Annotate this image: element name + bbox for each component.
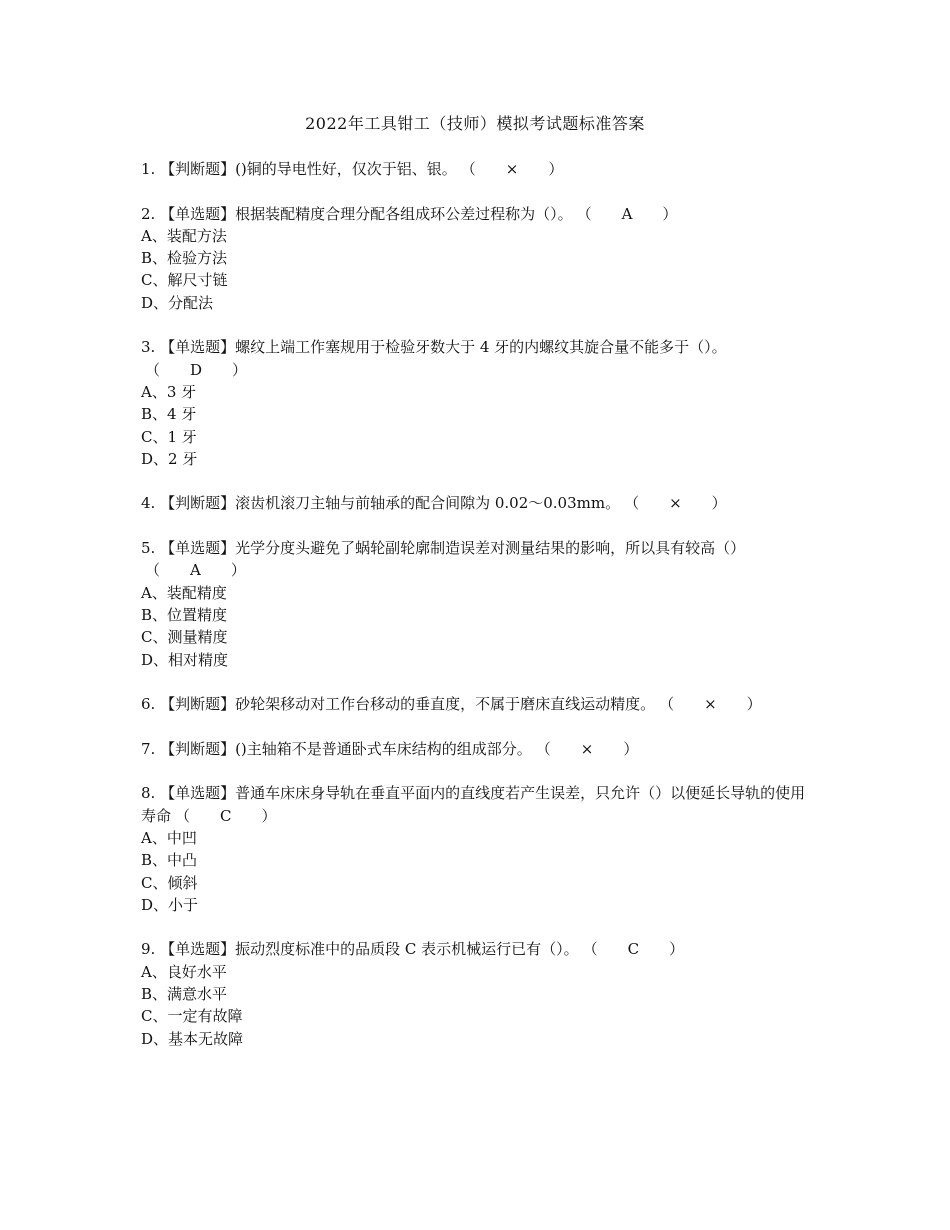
question-text: 7. 【判断题】()主轴箱不是普通卧式车床结构的组成部分。 [141, 739, 532, 758]
answer-option: D、小于 [141, 895, 199, 914]
question-answer: （ C ） [582, 940, 685, 959]
question-stem [141, 693, 811, 715]
question-text: 2. 【单选题】根据装配精度合理分配各组成环公差过程称为（）。 [141, 204, 573, 223]
question-text: 3. 【单选题】螺纹上端工作塞规用于检验牙数大于 4 牙的内螺纹其旋合量不能多于（）。 [141, 338, 727, 357]
answer-option: B、位置精度 [141, 605, 228, 624]
question-item [141, 537, 811, 671]
answer-option: A、装配精度 [141, 583, 227, 602]
answer-option: C、解尺寸链 [141, 271, 228, 290]
question-answer: （ × ） [535, 739, 639, 758]
answer-option: A、中凹 [141, 828, 197, 847]
question-answer: （ A ） [576, 204, 678, 223]
question-stem [141, 738, 811, 760]
question-item [141, 693, 811, 715]
answer-option: C、一定有故障 [141, 1007, 243, 1026]
answer-option: C、测量精度 [141, 628, 228, 647]
answer-option: B、4 牙 [141, 405, 197, 424]
answer-option: B、满意水平 [141, 984, 228, 1003]
question-text: 6. 【判断题】砂轮架移动对工作台移动的垂直度，不属于磨床直线运动精度。 [141, 695, 656, 714]
answer-option: A、3 牙 [141, 382, 197, 401]
answer-option: A、良好水平 [141, 962, 227, 981]
question-text: 4. 【判断题】滚齿机滚刀主轴与前轴承的配合间隙为 0.02～0.03mm。 [141, 494, 621, 513]
question-stem [141, 492, 811, 514]
question-stem [141, 203, 811, 225]
question-item [141, 492, 811, 514]
answer-option: C、1 牙 [141, 427, 197, 446]
question-answer: （ C ） [175, 806, 277, 825]
answer-option: C、倾斜 [141, 873, 198, 892]
question-stem [141, 537, 811, 582]
question-item [141, 782, 811, 916]
question-answer: （ × ） [659, 695, 762, 714]
question-item [141, 158, 811, 180]
answer-option: B、检验方法 [141, 249, 228, 268]
question-item [141, 203, 811, 314]
answer-option: D、相对精度 [141, 650, 229, 669]
answer-option: B、中凸 [141, 851, 198, 870]
answer-option: D、基本无故障 [141, 1029, 244, 1048]
question-answer: （ × ） [460, 160, 564, 178]
question-answer: （ × ） [624, 494, 727, 513]
question-text: 1. 【判断题】()铜的导电性好，仅次于铝、银。 [141, 160, 457, 178]
answer-option: A、装配方法 [141, 226, 227, 245]
question-stem [141, 336, 811, 381]
question-text: 9. 【单选题】振动烈度标准中的品质段 C 表示机械运行已有（）。 [141, 940, 579, 959]
question-answer: （ D ） [145, 360, 248, 379]
question-stem [141, 938, 811, 960]
document-title: 2022年工具钳工（技师）模拟考试题标准答案 [305, 114, 645, 133]
question-item [141, 336, 811, 470]
question-item [141, 938, 811, 1049]
question-answer: （ A ） [145, 561, 246, 580]
answer-option: D、2 牙 [141, 449, 198, 468]
question-stem [141, 782, 811, 827]
question-text: 5. 【单选题】光学分度头避免了蜗轮副轮廓制造误差对测量结果的影响，所以具有较高（） [141, 539, 746, 558]
answer-option: D、分配法 [141, 293, 214, 312]
question-list [141, 158, 811, 1072]
question-item [141, 738, 811, 760]
question-text: 8. 【单选题】普通车床床身导轨在垂直平面内的直线度若产生误差，只允许（）以便延长导轨的使用寿命 [141, 784, 806, 825]
question-stem [141, 158, 811, 180]
